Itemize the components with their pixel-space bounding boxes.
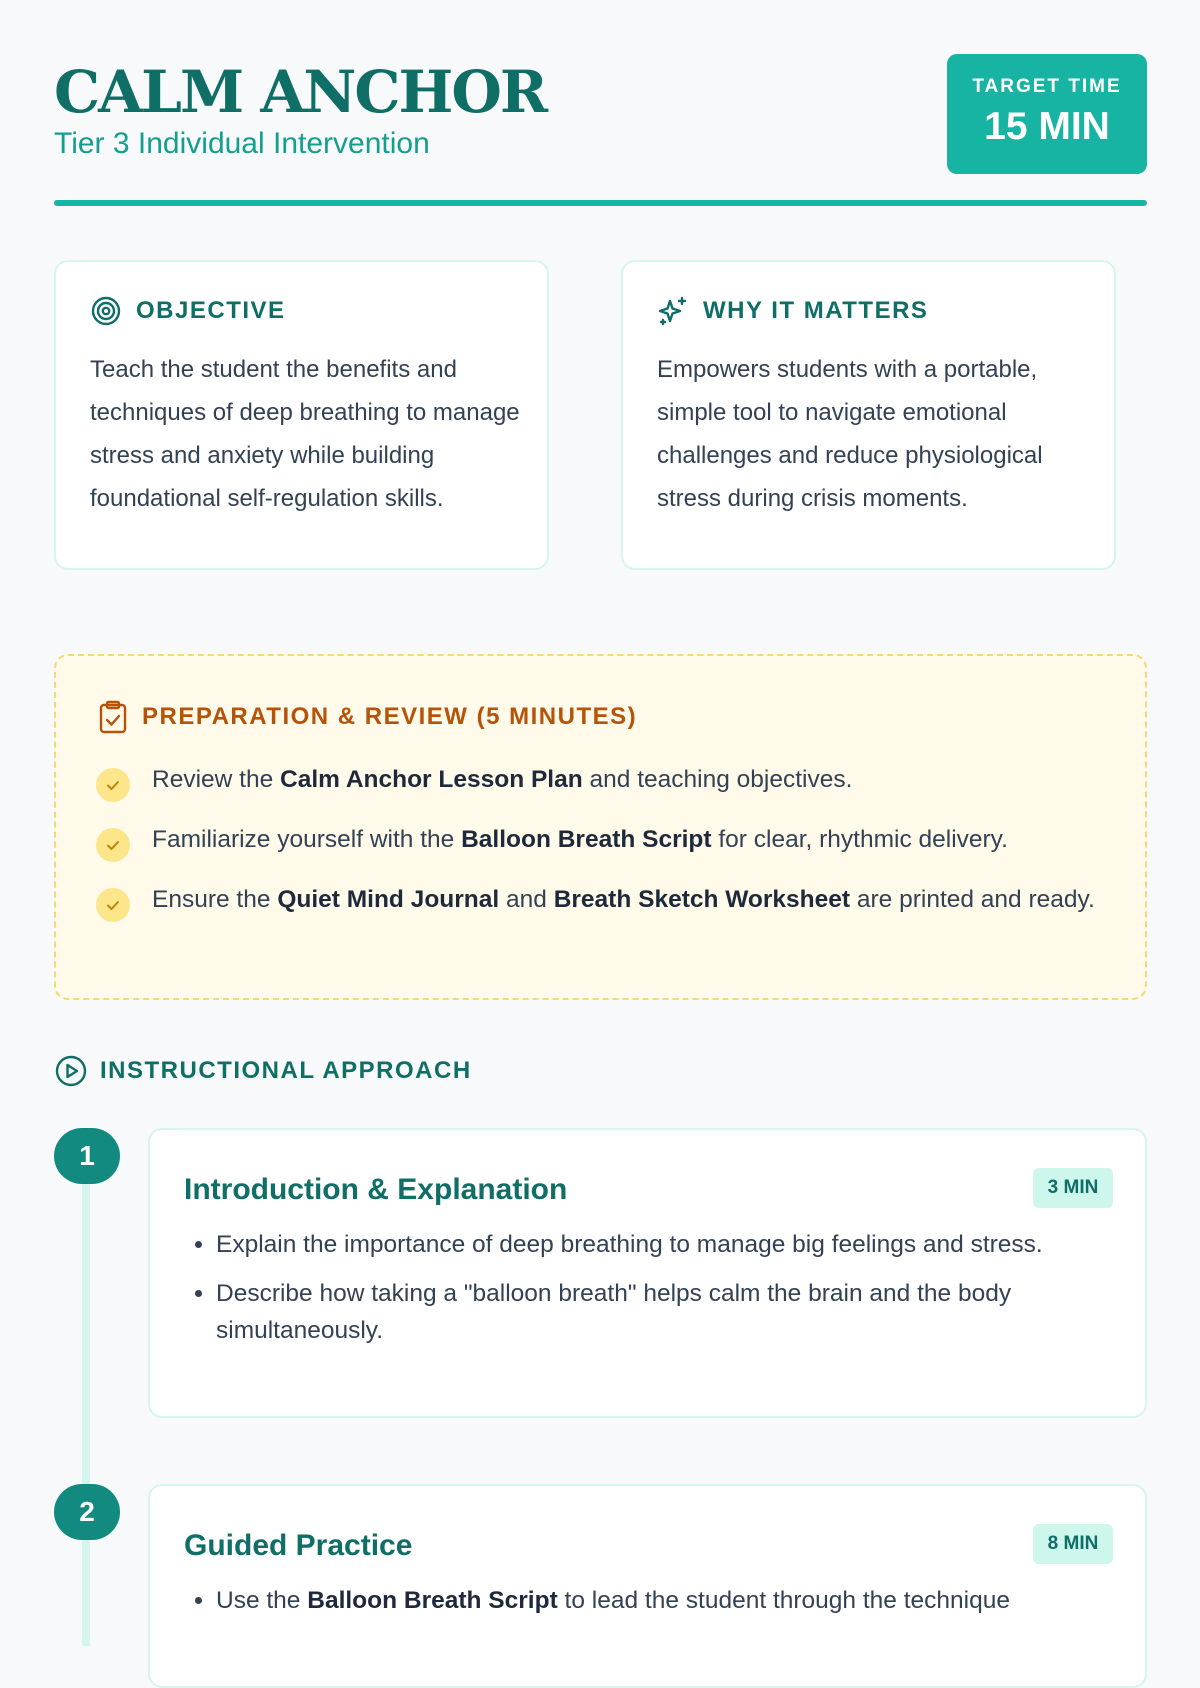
step-bullet-list bbox=[184, 1582, 1126, 1631]
instructional-approach-heading bbox=[54, 1054, 472, 1088]
preparation-item bbox=[96, 820, 1106, 860]
step-bullet bbox=[216, 1582, 1126, 1619]
step-bullet-text: to lead the student through the technique bbox=[557, 1587, 1010, 1614]
preparation-item bbox=[96, 760, 1106, 800]
page-header bbox=[54, 52, 1147, 206]
clipboard-check-icon bbox=[98, 700, 128, 734]
why-it-matters-card bbox=[621, 260, 1116, 570]
preparation-item bbox=[96, 880, 1106, 920]
preparation-item-text: and bbox=[499, 886, 554, 913]
step-bullet-text: Use the bbox=[216, 1587, 308, 1614]
target-time-value: 15 MIN bbox=[984, 105, 1110, 148]
preparation-item-bold: Quiet Mind Journal bbox=[277, 886, 500, 913]
preparation-item-text: Familiarize yourself with the bbox=[152, 826, 462, 853]
preparation-item-text: Review the bbox=[152, 766, 281, 793]
preparation-item-text: and teaching objectives. bbox=[582, 766, 853, 793]
play-circle-icon bbox=[54, 1054, 88, 1088]
step-number: 2 bbox=[54, 1484, 120, 1540]
why-it-matters-text: Empowers students with a portable, simple tool to navigate emotional challenges and reduce physiological stress during crisis moments. bbox=[657, 356, 1043, 512]
preparation-item-text: are printed and ready. bbox=[850, 886, 1095, 913]
preparation-item-bold: Breath Sketch Worksheet bbox=[553, 886, 851, 913]
target-time-badge bbox=[947, 54, 1147, 174]
objective-heading: OBJECTIVE bbox=[136, 297, 286, 324]
preparation-box bbox=[54, 654, 1147, 1000]
preparation-heading: PREPARATION & REVIEW (5 MINUTES) bbox=[142, 703, 638, 730]
step-bullet-text: Explain the importance of deep breathing to manage big feelings and stress. bbox=[216, 1231, 1043, 1258]
objective-card bbox=[54, 260, 549, 570]
why-it-matters-heading: WHY IT MATTERS bbox=[703, 297, 929, 324]
timeline-line bbox=[82, 1170, 90, 1646]
target-icon bbox=[90, 295, 122, 327]
step-bullet-text: Describe how taking a "balloon breath" helps calm the brain and the body simultaneously. bbox=[216, 1280, 1012, 1344]
step-title: Introduction & Explanation bbox=[184, 1173, 568, 1206]
step-bullet-list bbox=[184, 1226, 1126, 1361]
preparation-item-bold: Balloon Breath Script bbox=[461, 826, 712, 853]
header-divider bbox=[54, 200, 1147, 206]
sparkles-icon bbox=[657, 295, 689, 327]
check-circle-icon bbox=[96, 768, 130, 802]
target-time-label: TARGET TIME bbox=[972, 76, 1122, 97]
instructional-approach-label: INSTRUCTIONAL APPROACH bbox=[100, 1057, 472, 1084]
step-bullet bbox=[216, 1226, 1126, 1263]
objective-text: Teach the student the benefits and techniques of deep breathing to manage stress and anxiety while building foundational self-regulation skills. bbox=[90, 356, 520, 512]
preparation-item-text: for clear, rhythmic delivery. bbox=[711, 826, 1008, 853]
step-duration-badge: 3 MIN bbox=[1033, 1168, 1113, 1208]
step-bullet-bold: Balloon Breath Script bbox=[307, 1587, 558, 1614]
step-duration-badge: 8 MIN bbox=[1033, 1524, 1113, 1564]
check-circle-icon bbox=[96, 888, 130, 922]
step-number: 1 bbox=[54, 1128, 120, 1184]
step-card bbox=[148, 1128, 1147, 1418]
page-subtitle: Tier 3 Individual Intervention bbox=[54, 127, 430, 160]
preparation-item-text: Ensure the bbox=[152, 886, 278, 913]
preparation-item-bold: Calm Anchor Lesson Plan bbox=[280, 766, 583, 793]
step-title: Guided Practice bbox=[184, 1529, 413, 1562]
step-bullet bbox=[216, 1275, 1126, 1349]
check-circle-icon bbox=[96, 828, 130, 862]
preparation-list bbox=[96, 760, 1106, 940]
step-card bbox=[148, 1484, 1147, 1688]
page-title: CALM ANCHOR bbox=[54, 58, 547, 126]
